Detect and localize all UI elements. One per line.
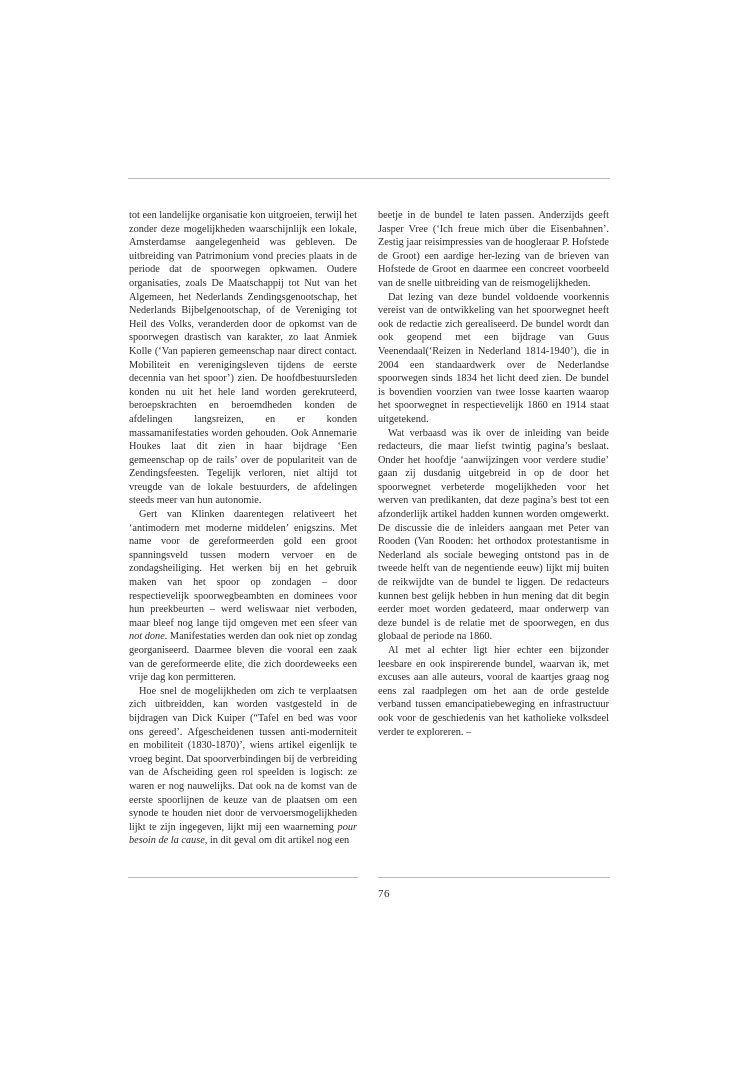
footer-rule-right [378,877,610,878]
paragraph: Dat lezing van deze bundel voldoende voorkennis vereist van de ontwikkeling van het spoorwegnet heeft ook de redactie zich gerealiseerd. De bundel wordt dan ook geopend met een bijdrage van Guus Veenendaal(‘Reizen in Nederland 1814-1940’), die in 2004 een standaardwerk over de Nederlandse spoorwegen sinds 1834 het licht deed zien. De bundel is bovendien voorzien van twee losse kaarten waarop het spoorwegnet in respectievelijk 1860 en 1914 staat uitgetekend. [378,291,609,425]
paragraph-text: . Manifestaties werden dan ook niet op zondag georganiseerd. Daarmee bleven die vooral een zaak van de gereformeerde elite, die zich doordeweeks een vrije dag kon permitteren. [129,631,357,684]
right-column [378,209,609,739]
paragraph: tot een landelijke organisatie kon uitgroeien, terwijl het zonder deze mogelijkheden waarschijnlijk een lokale, Amsterdamse aangelegenheid was gebleven. De uitbreiding van Patrimonium vond precies plaats in de periode dat de spoorwegen opkwamen. Oudere organisaties, zoals De Maatschappij tot Nut van het Algemeen, het Nederlands Zendingsgenootschap, het Nederlands Bijbelgenootschap, of de Vereniging tot Heil des Volks, veranderden door de opkomst van de spoorwegen drastisch van karakter, zo laat Anmiek Kolle (‘Van papieren gemeenschap naar direct contact. Mobiliteit en verenigingsleven tijdens de eerste decennia van het spoor’) zien. De hoofdbestuursleden konden nu uit het hele land worden gerekruteerd, beroepskrachten en beroemdheden konden de afdelingen langsreizen, en er konden massamanifestaties worden gehouden. Ook Annemarie Houkes laat dit zien in haar bijdrage ‘Een gemeenschap op de rails’ over de populariteit van de Zendingsfeesten. Tegelijk verloren, niet altijd tot vreugde van de lokale bestuurders, de afdelingen steeds meer van hun autonomie. [129,210,357,507]
left-column [129,209,357,848]
paragraph-text: Hoe snel de mogelijkheden om zich te verplaatsen zich uitbreidden, kan worden vastgesteld in de bijdragen van Dick Kuiper (“Tafel en bed was voor ons gereed’. Afgescheidenen tussen anti-moderniteit en mobiliteit (1830-1870)’, wiens artikel eigenlijk te vroeg begint. Dat spoorverbindingen bij de verbreiding van de Afscheiding geen rol speelden is logisch: ze waren er nog nauwelijks. Dat ook na de komst van de eerste spoorlijnen de keuze van de plaatsen om een synode te houden niet door de vervoersmogelijkheden lijkt te zijn ingegeven, lijkt mij een waarneming [129,685,357,833]
paragraph-text: Gert van Klinken daarentegen relativeert het ‘antimodern met moderne middelen’ enigszins. Met name voor de gereformeerden gold een groot spanningsveld tussen modern vervoer en de zondagsheiliging. Het werken bij en het gebruik maken van het spoor op zondagen – door respectievelijk spoorwegbeambten en dominees voor hun preekbeurten – werd weliswaar niet verboden, maar bleef nog lange tijd omgeven met een sfeer van [129,509,357,629]
paragraph [129,685,357,848]
paragraph: Al met al echter ligt hier echter een bijzonder leesbare en ook inspirerende bundel, waarvan ik, met excuses aan alle auteurs, vooral de kaartjes graag nog eens zal raadplegen om het aan de orde gestelde verband tussen emancipatiebeweging en infrastructuur ook voor de geschiedenis van het katholieke volksdeel verder te exploreren. – [378,645,609,738]
paragraph-text: , in dit geval om dit artikel nog een [204,835,350,847]
paragraph: Wat verbaasd was ik over de inleiding van beide redacteurs, die maar liefst twintig pagina’s beslaat. Onder het hoofdje ‘aanwijzingen voor verdere studie’ gaan zij dusdanig uitgebreid in op de door het spoorwegnet verbeterde mogelijkheden voor het werven van predikanten, dat deze pagina’s best tot een afzonderlijk artikel hadden kunnen worden omgewerkt. De discussie die de inleiders aangaan met Peter van Rooden (Van Rooden: het orthodox protestantisme in Nederland als sociale beweging ontstond pas in de tweede helft van de negentiende eeuw) lijkt mij buiten de reikwijdte van de bundel te liggen. De redacteurs kunnen best gelijk hebben in hun mening dat dit begin eerder moet worden gedateerd, maar onderwerp van deze bundel is de relatie met de spoorwegen, en dus globaal de periode na 1860. [378,427,609,643]
footer-rule-left [128,877,358,878]
page-number: 76 [378,888,390,900]
italic-phrase: pour besoin de la cause [129,821,357,847]
paragraph: beetje in de bundel te laten passen. Anderzijds geeft Jasper Vree (‘Ich freue mich über die Eisenbahnen’. Zestig jaar reisimpressies van de hoogleraar P. Hofstede de Groot) een aardige her-lezing van de brieven van Hofstede de Groot en daarmee een concreet voorbeeld van de snelle uitbreiding van de reismogelijkheden. [378,210,609,289]
italic-phrase: not done [129,631,165,643]
paragraph [129,508,357,685]
header-rule [128,178,610,179]
